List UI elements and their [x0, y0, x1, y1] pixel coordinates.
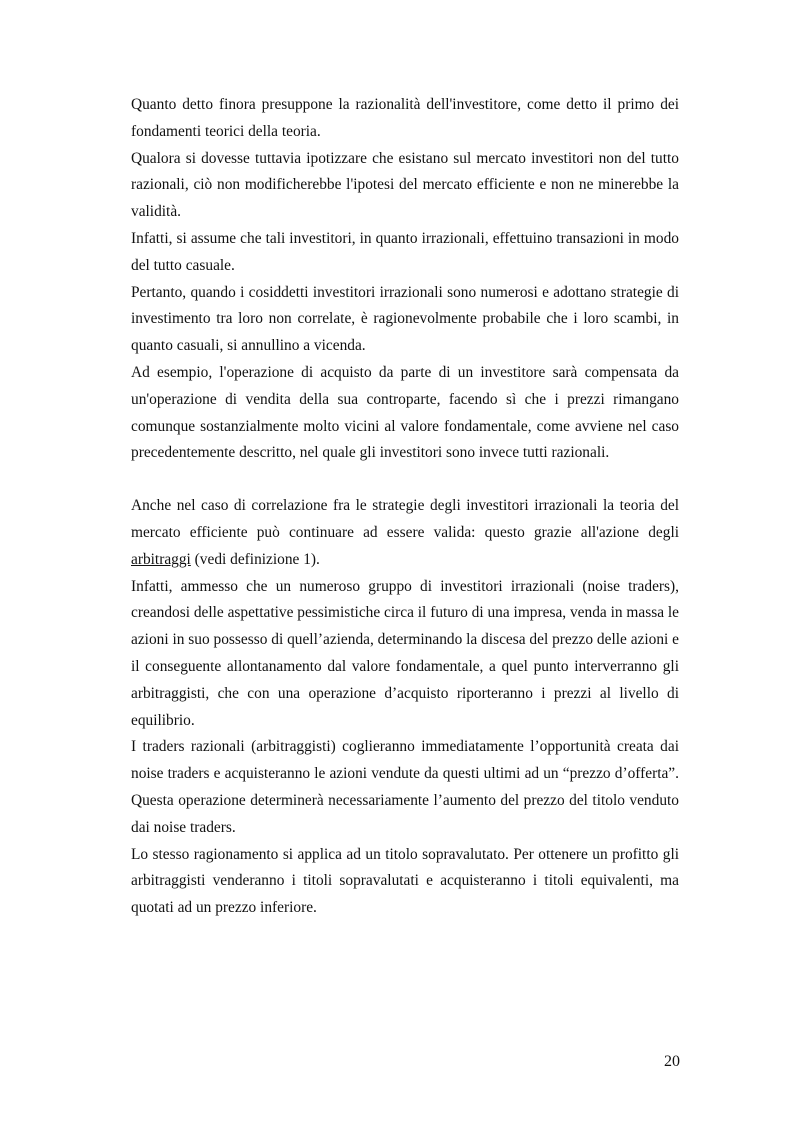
paragraph-cancel-out: Pertanto, quando i cosiddetti investitori irrazionali sono numerosi e adottano strategie di investimento tra loro non correlate, è ragionevolmente probabile che i loro scambi, in quanto casuali, si annullino a vicenda. [131, 283, 679, 355]
paragraph-overvalued: Lo stesso ragionamento si applica ad un titolo sopravalutato. Per ottenere un profitto gli arbitraggisti venderanno i titoli sopravalutati e acquisteranno i titoli equivalenti, ma quotati ad un prezzo inferiore. [131, 845, 679, 917]
paragraph-noise-traders: Infatti, ammesso che un numeroso gruppo di investitori irrazionali (noise traders), creandosi delle aspettative pessimistiche circa il futuro di una impresa, venda in massa le azioni in suo possesso di quell’azienda, determinando la discesa del prezzo delle azioni e il conseguente allontanamento dal valore fondamentale, a quel punto interverranno gli arbitraggisti, che con una operazione d’acquisto riporteranno i prezzi al livello di equilibrio. [131, 577, 679, 729]
paragraph-irrational-investors: Qualora si dovesse tuttavia ipotizzare che esistano sul mercato investitori non del tutto razionali, ciò non modificherebbe l'ipotesi del mercato efficiente e non ne minerebbe la validità. [131, 149, 679, 221]
page-number: 20 [664, 1053, 680, 1070]
paragraph-random-transactions: Infatti, si assume che tali investitori, in quanto irrazionali, effettuino transazioni in modo del tutto casuale. [131, 229, 679, 274]
definition-reference: (vedi definizione 1). [190, 550, 320, 568]
correlation-text: Anche nel caso di correlazione fra le strategie degli investitori irrazionali la teoria del mercato efficiente può continuare ad essere valida: questo grazie all'azione degli [131, 497, 679, 541]
paragraph-correlation [131, 493, 679, 573]
paragraph-example: Ad esempio, l'operazione di acquisto da parte di un investitore sarà compensata da un'operazione di vendita della sua controparte, facendo sì che i prezzi rimangano comunque sostanzialmente molto vicini al valore fondamentale, come avviene nel caso precedentemente descritto, nel quale gli investitori sono invece tutti razionali. [131, 363, 679, 462]
body-text [131, 92, 679, 922]
arbitraggi-link[interactable]: arbitraggi [131, 550, 191, 568]
paragraph-rational-traders: I traders razionali (arbitraggisti) coglieranno immediatamente l’opportunità creata dai noise traders e acquisteranno le azioni vendute da questi ultimi ad un “prezzo d’offerta”. Questa operazione determinerà necessariamente l’aumento del prezzo del titolo venduto dai noise traders. [131, 738, 679, 836]
paragraph-rationality: Quanto detto finora presuppone la razionalità dell'investitore, come detto il primo dei fondamenti teorici della teoria. [131, 96, 679, 140]
